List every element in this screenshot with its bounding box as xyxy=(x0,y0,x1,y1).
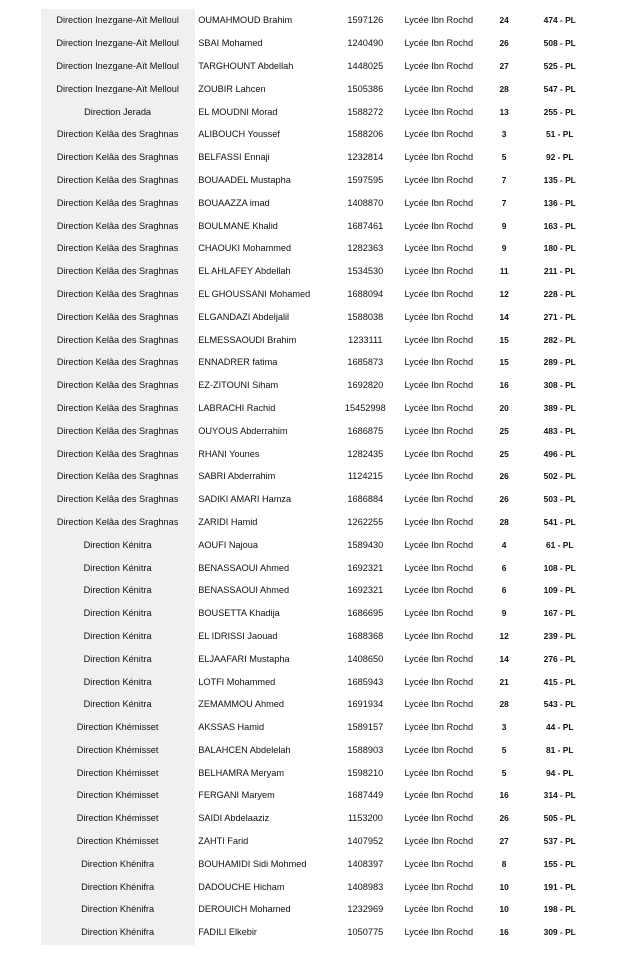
rank-cell: 11 xyxy=(499,266,509,277)
teacher-name-cell: EL AHLAFEY Abdellah xyxy=(198,266,291,277)
position-cell: 276 - PL xyxy=(543,653,576,664)
direction-cell: Direction Kénitra xyxy=(83,676,152,687)
direction-cell: Direction Kelâa des Sraghnas xyxy=(56,152,179,163)
direction-cell: Direction Kelâa des Sraghnas xyxy=(56,516,179,527)
teacher-name-cell: BOUAAZZA imad xyxy=(198,197,270,208)
teacher-name-cell: EL GHOUSSANI Mohamed xyxy=(198,288,311,299)
rank-cell: 5 xyxy=(501,767,507,778)
results-table xyxy=(41,9,586,944)
position-cell: 505 - PL xyxy=(543,813,576,824)
position-cell: 108 - PL xyxy=(543,562,576,573)
teacher-name-cell: BOUHAMIDI Sidi Mohmed xyxy=(198,858,307,869)
direction-cell: Direction Inezgane-Aït Melloul xyxy=(56,60,179,71)
school-cell: Lycée Ibn Rochd xyxy=(404,516,474,527)
school-cell: Lycée Ibn Rochd xyxy=(404,197,474,208)
rank-cell: 10 xyxy=(499,881,509,892)
direction-cell: Direction Kelâa des Sraghnas xyxy=(56,288,179,299)
table-row xyxy=(41,739,586,762)
position-cell: 541 - PL xyxy=(543,516,576,527)
rank-cell: 5 xyxy=(501,744,507,755)
position-cell: 496 - PL xyxy=(543,448,576,459)
direction-cell: Direction Khémisset xyxy=(76,744,159,755)
table-row xyxy=(41,351,586,374)
rank-cell: 26 xyxy=(499,813,509,824)
position-cell: 309 - PL xyxy=(543,927,576,938)
direction-cell: Direction Khémisset xyxy=(76,767,159,778)
teacher-name-cell: OUYOUS Abderrahim xyxy=(198,425,288,436)
school-cell: Lycée Ibn Rochd xyxy=(404,722,474,733)
id-number-cell: 1597595 xyxy=(347,174,384,185)
school-cell: Lycée Ibn Rochd xyxy=(404,83,474,94)
rank-cell: 3 xyxy=(501,129,507,140)
teacher-name-cell: ELGANDAZI Abdeljalil xyxy=(198,311,290,322)
id-number-cell: 1688094 xyxy=(347,288,384,299)
table-row xyxy=(41,283,586,306)
teacher-name-cell: SAIDI Abdelaaziz xyxy=(198,813,270,824)
position-cell: 191 - PL xyxy=(543,881,576,892)
position-cell: 474 - PL xyxy=(543,15,576,26)
school-cell: Lycée Ibn Rochd xyxy=(404,220,474,231)
position-cell: 308 - PL xyxy=(543,380,576,391)
id-number-cell: 1686884 xyxy=(347,494,384,505)
position-cell: 389 - PL xyxy=(543,402,576,413)
school-cell: Lycée Ibn Rochd xyxy=(404,357,474,368)
table-row xyxy=(41,647,586,670)
school-cell: Lycée Ibn Rochd xyxy=(404,494,474,505)
school-cell: Lycée Ibn Rochd xyxy=(404,425,474,436)
teacher-name-cell: BELHAMRA Meryam xyxy=(198,767,284,778)
rank-cell: 6 xyxy=(501,562,507,573)
position-cell: 415 - PL xyxy=(543,676,576,687)
school-cell: Lycée Ibn Rochd xyxy=(404,38,474,49)
table-row xyxy=(41,693,586,716)
id-number-cell: 1687449 xyxy=(347,790,384,801)
table-row xyxy=(41,579,586,602)
table-row xyxy=(41,146,586,169)
rank-cell: 8 xyxy=(501,858,507,869)
id-number-cell: 1588903 xyxy=(347,744,384,755)
teacher-name-cell: SADIKI AMARI Hamza xyxy=(198,494,292,505)
school-cell: Lycée Ibn Rochd xyxy=(404,311,474,322)
school-cell: Lycée Ibn Rochd xyxy=(404,904,474,915)
id-number-cell: 1685943 xyxy=(347,676,384,687)
rank-cell: 26 xyxy=(499,494,509,505)
table-row xyxy=(41,328,586,351)
rank-cell: 3 xyxy=(501,722,507,733)
school-cell: Lycée Ibn Rochd xyxy=(404,288,474,299)
id-number-cell: 1407952 xyxy=(347,836,384,847)
id-number-cell: 1232814 xyxy=(347,152,384,163)
position-cell: 155 - PL xyxy=(543,858,576,869)
table-row xyxy=(41,488,586,511)
direction-cell: Direction Kénitra xyxy=(83,539,152,550)
results-table-body xyxy=(41,9,586,944)
id-number-cell: 1262255 xyxy=(347,516,384,527)
direction-cell: Direction Kénitra xyxy=(83,585,152,596)
table-row xyxy=(41,305,586,328)
school-cell: Lycée Ibn Rochd xyxy=(404,152,474,163)
school-cell: Lycée Ibn Rochd xyxy=(404,471,474,482)
direction-cell: Direction Khénifra xyxy=(81,904,155,915)
teacher-name-cell: RHANI Younes xyxy=(198,448,260,459)
id-number-cell: 1153200 xyxy=(347,813,383,824)
rank-cell: 14 xyxy=(499,653,509,664)
position-cell: 502 - PL xyxy=(543,471,576,482)
id-number-cell: 1588038 xyxy=(347,311,384,322)
table-row xyxy=(41,9,586,32)
rank-cell: 7 xyxy=(501,197,507,208)
direction-cell: Direction Kelâa des Sraghnas xyxy=(56,129,179,140)
rank-cell: 9 xyxy=(501,243,507,254)
school-cell: Lycée Ibn Rochd xyxy=(404,858,474,869)
teacher-name-cell: BENASSAOUI Ahmed xyxy=(198,585,290,596)
table-row xyxy=(41,807,586,830)
school-cell: Lycée Ibn Rochd xyxy=(404,380,474,391)
teacher-name-cell: ZOUBIR Lahcen xyxy=(198,83,266,94)
id-number-cell: 1598210 xyxy=(347,767,384,778)
school-cell: Lycée Ibn Rochd xyxy=(404,60,474,71)
position-cell: 94 - PL xyxy=(546,767,574,778)
teacher-name-cell: BOUSETTA Khadija xyxy=(198,608,280,619)
direction-cell: Direction Kelâa des Sraghnas xyxy=(56,448,179,459)
id-number-cell: 1691934 xyxy=(347,699,384,710)
rank-cell: 26 xyxy=(499,38,509,49)
school-cell: Lycée Ibn Rochd xyxy=(404,106,474,117)
position-cell: 135 - PL xyxy=(543,174,576,185)
position-cell: 136 - PL xyxy=(543,197,576,208)
id-number-cell: 1282435 xyxy=(347,448,384,459)
table-row xyxy=(41,852,586,875)
id-number-cell: 1448025 xyxy=(347,60,384,71)
school-cell: Lycée Ibn Rochd xyxy=(404,744,474,755)
table-row xyxy=(41,716,586,739)
id-number-cell: 1240490 xyxy=(347,38,384,49)
rank-cell: 20 xyxy=(499,402,509,413)
direction-cell: Direction Kelâa des Sraghnas xyxy=(56,243,179,254)
rank-cell: 26 xyxy=(499,471,509,482)
direction-cell: Direction Khénifra xyxy=(81,858,155,869)
direction-cell: Direction Kénitra xyxy=(83,653,152,664)
position-cell: 508 - PL xyxy=(543,38,576,49)
position-cell: 163 - PL xyxy=(543,220,576,231)
rank-cell: 28 xyxy=(499,516,509,527)
position-cell: 44 - PL xyxy=(546,722,574,733)
direction-cell: Direction Khénifra xyxy=(81,927,155,938)
table-row xyxy=(41,465,586,488)
rank-cell: 7 xyxy=(501,174,507,185)
direction-cell: Direction Kelâa des Sraghnas xyxy=(56,174,179,185)
table-row xyxy=(41,237,586,260)
id-number-cell: 1124215 xyxy=(347,471,383,482)
id-number-cell: 1408650 xyxy=(347,653,384,664)
rank-cell: 5 xyxy=(501,152,507,163)
position-cell: 271 - PL xyxy=(543,311,576,322)
id-number-cell: 1692321 xyxy=(347,562,384,573)
id-number-cell: 1232969 xyxy=(347,904,384,915)
teacher-name-cell: AOUFI Najoua xyxy=(198,539,258,550)
position-cell: 51 - PL xyxy=(546,129,574,140)
table-row xyxy=(41,442,586,465)
rank-cell: 28 xyxy=(499,699,509,710)
id-number-cell: 1408870 xyxy=(347,197,384,208)
position-cell: 228 - PL xyxy=(543,288,576,299)
id-number-cell: 1692321 xyxy=(347,585,384,596)
table-row xyxy=(41,511,586,534)
teacher-name-cell: BENASSAOUI Ahmed xyxy=(198,562,290,573)
teacher-name-cell: EZ-ZITOUNI Siham xyxy=(198,380,279,391)
rank-cell: 12 xyxy=(499,630,509,641)
id-number-cell: 1597126 xyxy=(347,15,384,26)
school-cell: Lycée Ibn Rochd xyxy=(404,243,474,254)
direction-cell: Direction Kelâa des Sraghnas xyxy=(56,266,179,277)
rank-cell: 16 xyxy=(499,380,509,391)
table-row xyxy=(41,55,586,78)
rank-cell: 24 xyxy=(499,15,509,26)
id-number-cell: 1687461 xyxy=(347,220,384,231)
rank-cell: 16 xyxy=(499,927,509,938)
teacher-name-cell: CHAOUKI Mohammed xyxy=(198,243,292,254)
id-number-cell: 1589157 xyxy=(347,722,384,733)
direction-cell: Direction Kelâa des Sraghnas xyxy=(56,425,179,436)
id-number-cell: 1685873 xyxy=(347,357,384,368)
direction-cell: Direction Kelâa des Sraghnas xyxy=(56,471,179,482)
table-row xyxy=(41,761,586,784)
position-cell: 180 - PL xyxy=(543,243,576,254)
school-cell: Lycée Ibn Rochd xyxy=(404,676,474,687)
teacher-name-cell: ELJAAFARI Mustapha xyxy=(198,653,290,664)
id-number-cell: 1534530 xyxy=(347,266,384,277)
table-row xyxy=(41,419,586,442)
school-cell: Lycée Ibn Rochd xyxy=(404,608,474,619)
position-cell: 81 - PL xyxy=(546,744,574,755)
school-cell: Lycée Ibn Rochd xyxy=(404,562,474,573)
position-cell: 109 - PL xyxy=(543,585,576,596)
position-cell: 547 - PL xyxy=(543,83,576,94)
id-number-cell: 1588272 xyxy=(347,106,384,117)
direction-cell: Direction Kénitra xyxy=(83,608,152,619)
rank-cell: 9 xyxy=(501,608,507,619)
school-cell: Lycée Ibn Rochd xyxy=(404,585,474,596)
teacher-name-cell: EL IDRISSI Jaouad xyxy=(198,630,278,641)
results-sheet xyxy=(41,9,586,944)
rank-cell: 12 xyxy=(499,288,509,299)
id-number-cell: 1050775 xyxy=(347,927,384,938)
direction-cell: Direction Kénitra xyxy=(83,630,152,641)
teacher-name-cell: ZEMAMMOU Ahmed xyxy=(198,699,284,710)
school-cell: Lycée Ibn Rochd xyxy=(404,767,474,778)
id-number-cell: 1686695 xyxy=(347,608,384,619)
school-cell: Lycée Ibn Rochd xyxy=(404,334,474,345)
table-row xyxy=(41,123,586,146)
rank-cell: 27 xyxy=(499,60,509,71)
school-cell: Lycée Ibn Rochd xyxy=(404,15,474,26)
direction-cell: Direction Kénitra xyxy=(83,562,152,573)
teacher-name-cell: DADOUCHE Hicham xyxy=(198,881,285,892)
id-number-cell: 1589430 xyxy=(347,539,384,550)
teacher-name-cell: ALIBOUCH Youssef xyxy=(198,129,280,140)
table-row xyxy=(41,32,586,55)
teacher-name-cell: BALAHCEN Abdelelah xyxy=(198,744,291,755)
rank-cell: 28 xyxy=(499,83,509,94)
teacher-name-cell: OUMAHMOUD Brahim xyxy=(198,15,293,26)
rank-cell: 25 xyxy=(499,425,509,436)
position-cell: 289 - PL xyxy=(543,357,576,368)
id-number-cell: 1688368 xyxy=(347,630,384,641)
school-cell: Lycée Ibn Rochd xyxy=(404,699,474,710)
id-number-cell: 15452998 xyxy=(344,402,386,413)
school-cell: Lycée Ibn Rochd xyxy=(404,630,474,641)
rank-cell: 4 xyxy=(501,539,507,550)
direction-cell: Direction Khémisset xyxy=(76,790,159,801)
direction-cell: Direction Inezgane-Aït Melloul xyxy=(56,38,179,49)
rank-cell: 15 xyxy=(499,357,509,368)
id-number-cell: 1233111 xyxy=(348,334,383,345)
id-number-cell: 1692820 xyxy=(347,380,384,391)
position-cell: 537 - PL xyxy=(543,836,576,847)
direction-cell: Direction Kelâa des Sraghnas xyxy=(56,334,179,345)
direction-cell: Direction Inezgane-Aït Melloul xyxy=(56,15,179,26)
table-row xyxy=(41,169,586,192)
id-number-cell: 1686875 xyxy=(347,425,384,436)
teacher-name-cell: LABRACHI Rachid xyxy=(198,402,276,413)
teacher-name-cell: BOUAADEL Mustapha xyxy=(198,174,291,185)
school-cell: Lycée Ibn Rochd xyxy=(404,813,474,824)
teacher-name-cell: ENNADRER fatima xyxy=(198,357,278,368)
direction-cell: Direction Khénifra xyxy=(81,881,155,892)
position-cell: 167 - PL xyxy=(543,608,576,619)
teacher-name-cell: DEROUICH Mohamed xyxy=(198,904,291,915)
id-number-cell: 1588206 xyxy=(347,129,384,140)
teacher-name-cell: FERGANI Maryem xyxy=(198,790,275,801)
school-cell: Lycée Ibn Rochd xyxy=(404,790,474,801)
table-row xyxy=(41,397,586,420)
direction-cell: Direction Kelâa des Sraghnas xyxy=(56,380,179,391)
id-number-cell: 1282363 xyxy=(347,243,384,254)
table-row xyxy=(41,533,586,556)
rank-cell: 25 xyxy=(499,448,509,459)
rank-cell: 10 xyxy=(499,904,509,915)
school-cell: Lycée Ibn Rochd xyxy=(404,539,474,550)
teacher-name-cell: ELMESSAOUDI Brahim xyxy=(198,334,297,345)
table-row xyxy=(41,260,586,283)
table-row xyxy=(41,556,586,579)
table-row xyxy=(41,625,586,648)
table-row xyxy=(41,100,586,123)
id-number-cell: 1505386 xyxy=(347,83,384,94)
teacher-name-cell: SABRI Abderrahim xyxy=(198,471,276,482)
teacher-name-cell: FADILI Elkebir xyxy=(198,927,257,938)
table-row xyxy=(41,921,586,944)
direction-cell: Direction Kelâa des Sraghnas xyxy=(56,220,179,231)
table-row xyxy=(41,602,586,625)
rank-cell: 16 xyxy=(499,790,509,801)
direction-cell: Direction Khémisset xyxy=(76,813,159,824)
position-cell: 61 - PL xyxy=(546,539,574,550)
position-cell: 282 - PL xyxy=(543,334,576,345)
school-cell: Lycée Ibn Rochd xyxy=(404,927,474,938)
school-cell: Lycée Ibn Rochd xyxy=(404,266,474,277)
teacher-name-cell: BELFASSI Ennaji xyxy=(198,152,270,163)
table-row xyxy=(41,784,586,807)
teacher-name-cell: TARGHOUNT Abdellah xyxy=(198,60,294,71)
school-cell: Lycée Ibn Rochd xyxy=(404,836,474,847)
school-cell: Lycée Ibn Rochd xyxy=(404,448,474,459)
rank-cell: 21 xyxy=(499,676,509,687)
school-cell: Lycée Ibn Rochd xyxy=(404,402,474,413)
position-cell: 211 - PL xyxy=(543,266,576,277)
rank-cell: 14 xyxy=(499,311,509,322)
direction-cell: Direction Khémisset xyxy=(76,722,159,733)
teacher-name-cell: SBAI Mohamed xyxy=(198,38,263,49)
table-row xyxy=(41,77,586,100)
direction-cell: Direction Inezgane-Aït Melloul xyxy=(56,83,179,94)
rank-cell: 13 xyxy=(499,106,509,117)
school-cell: Lycée Ibn Rochd xyxy=(404,653,474,664)
table-row xyxy=(41,191,586,214)
direction-cell: Direction Kelâa des Sraghnas xyxy=(56,197,179,208)
id-number-cell: 1408397 xyxy=(347,858,384,869)
school-cell: Lycée Ibn Rochd xyxy=(404,174,474,185)
table-row xyxy=(41,898,586,921)
school-cell: Lycée Ibn Rochd xyxy=(404,129,474,140)
teacher-name-cell: ZARIDI Hamid xyxy=(198,516,258,527)
rank-cell: 27 xyxy=(499,836,509,847)
table-row xyxy=(41,374,586,397)
position-cell: 483 - PL xyxy=(543,425,576,436)
rank-cell: 6 xyxy=(501,585,507,596)
rank-cell: 9 xyxy=(501,220,507,231)
teacher-name-cell: AKSSAS Hamid xyxy=(198,722,265,733)
school-cell: Lycée Ibn Rochd xyxy=(404,881,474,892)
position-cell: 198 - PL xyxy=(543,904,576,915)
direction-cell: Direction Khémisset xyxy=(76,836,159,847)
position-cell: 525 - PL xyxy=(543,60,576,71)
position-cell: 255 - PL xyxy=(543,106,576,117)
teacher-name-cell: LOTFI Mohammed xyxy=(198,676,276,687)
direction-cell: Direction Kelâa des Sraghnas xyxy=(56,357,179,368)
rank-cell: 15 xyxy=(499,334,509,345)
table-row xyxy=(41,214,586,237)
position-cell: 503 - PL xyxy=(543,494,576,505)
id-number-cell: 1408983 xyxy=(347,881,384,892)
table-row xyxy=(41,830,586,853)
teacher-name-cell: EL MOUDNI Morad xyxy=(198,106,278,117)
teacher-name-cell: ZAHTI Farid xyxy=(198,836,249,847)
table-row xyxy=(41,670,586,693)
table-row xyxy=(41,875,586,898)
position-cell: 239 - PL xyxy=(543,630,576,641)
direction-cell: Direction Jerada xyxy=(84,106,152,117)
teacher-name-cell: BOULMANE Khalid xyxy=(198,220,278,231)
position-cell: 543 - PL xyxy=(543,699,576,710)
position-cell: 92 - PL xyxy=(546,152,574,163)
direction-cell: Direction Kénitra xyxy=(83,699,152,710)
direction-cell: Direction Kelâa des Sraghnas xyxy=(56,494,179,505)
direction-cell: Direction Kelâa des Sraghnas xyxy=(56,402,179,413)
direction-cell: Direction Kelâa des Sraghnas xyxy=(56,311,179,322)
position-cell: 314 - PL xyxy=(543,790,576,801)
